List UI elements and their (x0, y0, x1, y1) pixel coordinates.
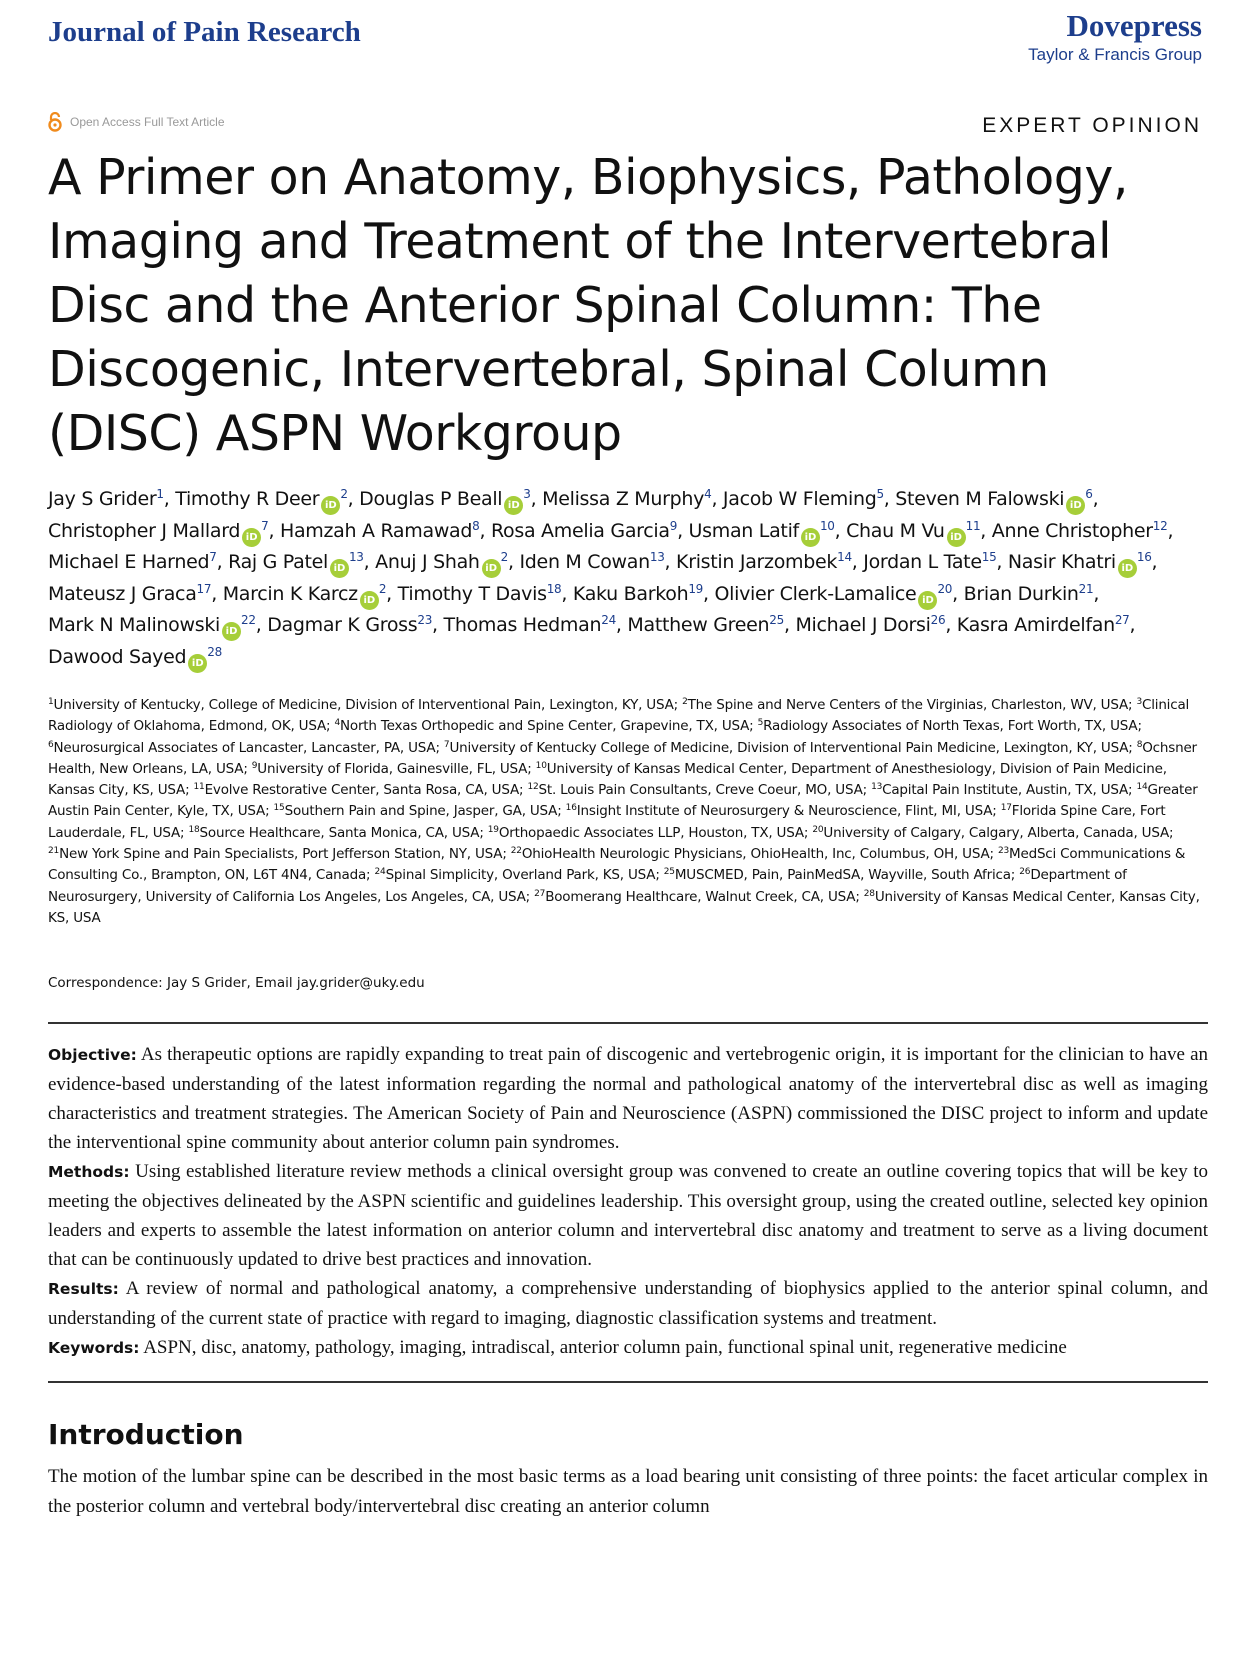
author-affiliation-number: 10 (819, 518, 835, 533)
author (267, 614, 432, 636)
abstract-label: Methods: (48, 1163, 130, 1181)
abstract-text: Using established literature review methods a clinical oversight group was convened to create an outline covering topics that will be key to meeting the objectives delineated by the ASPN scientific and guidelines leadership. This oversight group, using the created outline, selected key opinion leaders and experts to assemble the latest information on anterior column and intervertebral disc anatomy and treatment to serve as a living document that can be continuously updated to drive best practices and innovation. (48, 1161, 1209, 1270)
author-affiliation-number: 24 (601, 613, 616, 627)
affiliation-text: The Spine and Nerve Centers of the Virginias, Charleston, WV, USA (687, 697, 1129, 713)
affiliation-text: Department of Neurosurgery, University of California Los Angeles, Los Angeles, CA, USA (48, 867, 1127, 905)
orcid-icon: iD (222, 622, 241, 641)
affiliation-number: 17 (1000, 803, 1012, 814)
author-name: Timothy R Deer (175, 488, 320, 510)
orcid-icon: iD (801, 528, 820, 547)
author-affiliation-number: 5 (876, 487, 884, 501)
affiliation-number: 22 (510, 846, 522, 857)
author (519, 551, 664, 573)
author (895, 488, 1092, 510)
author-name: Mark N Malinowski (48, 614, 221, 636)
abstract-section (48, 1157, 1208, 1274)
author-name: Kristin Jarzombek (676, 551, 838, 573)
affiliation-text: New York Spine and Pain Specialists, Port Jefferson Station, NY, USA (59, 846, 503, 863)
author (795, 614, 945, 636)
author (444, 614, 616, 636)
open-access-badge (48, 112, 225, 132)
author (992, 520, 1168, 542)
author-affiliation-number: 12 (1152, 518, 1168, 533)
author (375, 551, 508, 573)
affiliation-text: University of Kansas Medical Center, Kansas City, KS, USA (48, 888, 1200, 926)
author-name: Douglas P Beall (359, 488, 503, 510)
orcid-icon: iD (360, 591, 379, 610)
affiliation-text: Capital Pain Institute, Austin, TX, USA (882, 782, 1129, 799)
publisher-logo (1028, 10, 1202, 65)
affiliation-text: Neurosurgical Associates of Lancaster, Lancaster, PA, USA (53, 739, 436, 756)
author (573, 583, 703, 605)
author-name: Michael E Harned (48, 551, 210, 573)
affiliation-number: 6 (48, 739, 54, 750)
author (689, 520, 835, 542)
author-name: Anuj J Shah (375, 551, 480, 573)
abstract-top-rule (48, 1022, 1208, 1024)
affiliation-text: Boomerang Healthcare, Walnut Creek, CA, USA (545, 888, 856, 905)
affiliation-text: MedSci Communications & Consulting Co., Brampton, ON, L6T 4N4, Canada (48, 846, 1186, 884)
author (48, 614, 256, 636)
author-affiliation-number: 15 (981, 550, 997, 564)
affiliation-text: Greater Austin Pain Center, Kyle, TX, USA (48, 782, 1198, 820)
author-name: Michael J Dorsi (795, 614, 931, 636)
correspondence: Correspondence: Jay S Grider, Email jay.grider@uky.edu (48, 975, 425, 991)
author-name: Christopher J Mallard (48, 519, 241, 542)
author-affiliation-number: 17 (196, 581, 212, 596)
author-affiliation-number: 2 (378, 581, 387, 596)
author-affiliation-number: 11 (965, 518, 981, 533)
abstract-label: Results: (48, 1280, 119, 1298)
author-name: Kaku Barkoh (572, 582, 689, 605)
author (280, 520, 480, 542)
affiliation-number: 20 (812, 824, 824, 835)
author-name: Jordan L Tate (863, 551, 982, 573)
affiliation-number: 11 (193, 782, 205, 793)
affiliation-number: 28 (863, 888, 875, 899)
author-name: Chau M Vu (846, 519, 945, 542)
author-affiliation-number: 3 (523, 487, 531, 501)
affiliation-text: Orthopaedic Associates LLP, Houston, TX, USA (498, 824, 804, 841)
article-type: EXPERT OPINION (982, 114, 1202, 137)
affiliation-text: MUSCMED, Pain, PainMedSA, Wayville, South Africa (674, 867, 1011, 884)
affiliation-text: University of Kansas Medical Center, Department of Anesthesiology, Division of Pain Medicine, Kansas City, KS, USA (48, 760, 1167, 799)
author-affiliation-number: 27 (1114, 613, 1130, 627)
author (723, 488, 884, 510)
author-affiliation-number: 2 (340, 487, 348, 501)
affiliation-number: 5 (757, 718, 764, 729)
abstract-section (48, 1040, 1208, 1157)
author (627, 614, 784, 636)
affiliation-text: Clinical Radiology of Oklahoma, Edmond, OK, USA (48, 697, 1190, 735)
author-name: Timothy T Davis (397, 582, 547, 605)
affiliation-text: University of Florida, Gainesville, FL, USA (257, 760, 528, 777)
author-affiliation-number: 2 (500, 550, 508, 564)
affiliation-text: Insight Institute of Neurosurgery & Neuroscience, Flint, MI, USA (576, 803, 993, 820)
affiliation-number: 24 (374, 867, 386, 878)
affiliation-number: 27 (534, 888, 546, 899)
abstract-section (48, 1274, 1208, 1333)
affiliation-text: Evolve Restorative Center, Santa Rosa, CA, USA (204, 782, 519, 799)
author-affiliation-number: 28 (207, 644, 222, 659)
orcid-icon: iD (482, 559, 501, 578)
publisher-name: Dovepress (1066, 8, 1202, 43)
author-affiliation-number: 23 (417, 613, 433, 627)
author (228, 551, 364, 573)
author-name: Nasir Khatri (1007, 551, 1116, 573)
author-affiliation-number: 16 (1136, 550, 1152, 564)
orcid-icon: iD (504, 496, 523, 515)
author (48, 520, 268, 542)
author (48, 646, 222, 668)
affiliation-number: 10 (535, 760, 547, 771)
author-name: Dagmar K Gross (267, 614, 418, 636)
author-name: Dawood Sayed (48, 645, 187, 668)
abstract-label: Keywords: (48, 1339, 140, 1357)
author-affiliation-number: 13 (649, 550, 665, 564)
affiliation-text: Ochsner Health, New Orleans, LA, USA (48, 739, 1197, 777)
affiliation-number: 13 (871, 782, 883, 793)
open-access-lock-icon (48, 112, 62, 132)
author-name: Melissa Z Murphy (542, 488, 705, 510)
author (359, 488, 530, 510)
author-name: Usman Latif (688, 519, 799, 542)
affiliation-number: 19 (487, 824, 499, 835)
orcid-icon: iD (1118, 559, 1137, 578)
abstract-text: ASPN, disc, anatomy, pathology, imaging, intradiscal, anterior column pain, functional spinal unit, regenerative medicine (143, 1337, 1067, 1358)
author-affiliation-number: 6 (1085, 487, 1093, 501)
affiliation-text: Radiology Associates of North Texas, Fort Worth, TX, USA (763, 718, 1138, 735)
author (1008, 551, 1152, 573)
author-affiliation-number: 21 (1078, 581, 1094, 596)
author-affiliation-number: 18 (546, 581, 562, 596)
author (48, 583, 211, 605)
author-affiliation-number: 9 (669, 518, 678, 533)
author-name: Rosa Amelia Garcia (491, 519, 670, 542)
author (863, 551, 996, 573)
author-name: Jay S Grider (48, 488, 157, 510)
open-access-label: Open Access Full Text Article (70, 115, 225, 129)
author-affiliation-number: 25 (769, 613, 784, 627)
abstract (48, 1040, 1208, 1363)
author-name: Anne Christopher (991, 519, 1153, 542)
author (846, 520, 980, 542)
author-affiliation-number: 14 (837, 550, 852, 564)
affiliation-text: University of Kentucky College of Medicine, Division of Interventional Pain Medicine, Lexington, KY, USA (449, 739, 1129, 756)
abstract-text: A review of normal and pathological anatomy, a comprehensive understanding of biophysics applied to the anterior spinal column, and understanding of the current state of practice with regard to imaging, diagnostic classification systems and treatment. (48, 1278, 1209, 1329)
author (223, 583, 386, 605)
affiliation-text: Spinal Simplicity, Overland Park, KS, USA (385, 867, 656, 884)
author-name: Matthew Green (627, 614, 770, 636)
author (957, 614, 1130, 636)
publisher-group: Taylor & Francis Group (1028, 44, 1202, 64)
author-name: Marcin K Karcz (222, 582, 358, 605)
author-name: Raj G Patel (228, 551, 328, 573)
author-name: Hamzah A Ramawad (279, 519, 473, 542)
affiliation-number: 25 (663, 867, 675, 878)
article-title: A Primer on Anatomy, Biophysics, Pathology, Imaging and Treatment of the Intervertebral Disc and the Anterior Spinal Column: The Discogenic, Intervertebral, Spinal Column (DISC) ASPN Workgroup (48, 149, 1128, 462)
affiliation-number: 14 (1136, 782, 1148, 793)
affiliation-number: 12 (527, 782, 539, 793)
author-list: Jay S Grider$^1$, Timothy R Deer $iD^2$, Douglas P Beall $iD^3$, Melissa Z Murphy$^4$, Jacob W Fleming$^5$, Steven M Falowski $iD^6$, Christopher J Mallard $iD^7$, Hamzah A Ramawad$^8$, Rosa Amelia Garcia$^9$, Usman Latif $iD^{10}$, Chau M Vu $iD^{11}$, Anne Christopher$^{12}$, Michael E Harned$^7$, Raj G Patel $iD^{13}$, Anuj J Shah $iD^2$, Iden M Cowan$^{13}$, Kristin Jarzombek$^{14}$, Jordan L Tate$^{15}$, Nasir Khatri $iD^{16}$, Mateusz J Graca$^{17}$, Marcin K Karcz $iD^2$, Timothy T Davis$^{18}$, Kaku Barkoh$^{19}$, Olivier Clerk-Lamalice $iD^{20}$, Brian Durkin$^{21}$, Mark N Malinowski $iD^{22}$, Dagmar K Gross$^{23}$, Thomas Hedman$^{24}$, Matthew Green$^{25}$, Michael J Dorsi$^{26}$, Kasra Amirdelfan$^{27}$, Dawood Sayed $iD^{28}$ (48, 484, 1218, 673)
affiliation-number: 4 (334, 718, 340, 729)
author-name: Mateusz J Graca (48, 582, 197, 605)
affiliation-number: 2 (682, 697, 688, 707)
author (676, 551, 852, 573)
affiliation-text: St. Louis Pain Consultants, Creve Coeur, MO, USA (538, 782, 863, 799)
orcid-icon: iD (330, 559, 349, 578)
author-affiliation-number: 22 (241, 613, 256, 627)
section-heading-introduction: Introduction (48, 1418, 244, 1451)
author-affiliation-number: 7 (261, 518, 269, 533)
author-name: Olivier Clerk-Lamalice (714, 582, 917, 605)
orcid-icon: iD (947, 528, 966, 547)
author-affiliation-number: 7 (209, 550, 217, 564)
affiliation-text: University of Kentucky, College of Medicine, Division of Interventional Pain, Lexington, KY, USA (53, 697, 674, 713)
orcid-icon: iD (321, 496, 340, 515)
author-affiliation-number: 4 (704, 487, 712, 501)
affiliation-number: 26 (1019, 867, 1031, 878)
author-affiliation-number: 19 (688, 581, 703, 596)
affiliation-number: 3 (1136, 697, 1142, 707)
affiliation-number: 23 (997, 846, 1010, 857)
affiliation-text: Florida Spine Care, Fort Lauderdale, FL, USA (48, 803, 1166, 841)
abstract-bottom-rule (48, 1381, 1208, 1383)
affiliation-number: 1 (48, 697, 54, 707)
abstract-label: Objective: (48, 1046, 137, 1064)
affiliation-number: 8 (1136, 739, 1143, 750)
author (175, 488, 347, 510)
affiliation-number: 16 (565, 803, 577, 814)
author-affiliation-number: 26 (930, 613, 946, 627)
abstract-text: As therapeutic options are rapidly expanding to treat pain of discogenic and vertebrogenic origin, it is important for the clinician to have an evidence-based understanding of the latest information regarding the normal and pathological anatomy of the intervertebral disc as well as imaging characteristics and treatment strategies. The American Society of Pain and Neuroscience (ASPN) commissioned the DISC project to inform and update the interventional spine community about anterior column pain syndromes. (48, 1044, 1208, 1153)
author-affiliation-number: 20 (937, 581, 953, 596)
author-affiliation-number: 8 (472, 518, 480, 533)
affiliation-number: 18 (188, 824, 200, 835)
affiliation-text: Southern Pain and Spine, Jasper, GA, USA (284, 803, 558, 820)
orcid-icon: iD (1066, 496, 1085, 515)
author-affiliation-number: 1 (156, 487, 164, 501)
author (714, 583, 952, 605)
journal-name: Journal of Pain Research (48, 16, 361, 48)
author-name: Kasra Amirdelfan (956, 614, 1115, 636)
affiliation-number: 9 (251, 760, 258, 771)
author-name: Brian Durkin (963, 582, 1079, 605)
affiliation-list: $^1$University of Kentucky, College of Medicine, Division of Interventional Pain, Lexington, KY, USA; $^2$The Spine and Nerve Centers of the Virginias, Charleston, WV, USA; $^3$Clinical Radiology of Oklahoma, Edmond, OK, USA; $^4$North Texas Orthopedic and Spine Center, Grapevine, TX, USA; $^5$Radiology Associates of North Texas, Fort Worth, TX, USA; $^6$Neurosurgical Associates of Lancaster, Lancaster, PA, USA; $^7$University of Kentucky College of Medicine, Division of Interventional Pain Medicine, Lexington, KY, USA; $^8$Ochsner Health, New Orleans, LA, USA; $^9$University of Florida, Gainesville, FL, USA; $^{10}$University of Kansas Medical Center, Department of Anesthesiology, Division of Pain Medicine, Kansas City, KS, USA; $^{11}$Evolve Restorative Center, Santa Rosa, CA, USA; $^{12}$St. Louis Pain Consultants, Creve Coeur, MO, USA; $^{13}$Capital Pain Institute, Austin, TX, USA; $^{14}$Greater Austin Pain Center, Kyle, TX, USA; $^{15}$Southern Pain and Spine, Jasper, GA, USA; $^{16}$Insight Institute of Neurosurgery & Neuroscience, Flint, MI, USA; $^{17}$Florida Spine Care, Fort Lauderdale, FL, USA; $^{18}$Source Healthcare, Santa Monica, CA, USA; $^{19}$Orthopaedic Associates LLP, Houston, TX, USA; $^{20}$University of Calgary, Calgary, Alberta, Canada, USA; $^{21}$New York Spine and Pain Specialists, Port Jefferson Station, NY, USA; $^{22}$OhioHealth Neurologic Physicians, OhioHealth, Inc, Columbus, OH, USA; $^{23}$MedSci Communications & Consulting Co., Brampton, ON, L6T 4N4, Canada; $^{24}$Spinal Simplicity, Overland Park, KS, USA; $^{25}$MUSCMED, Pain, PainMedSA, Wayville, South Africa; $^{26}$Department of Neurosurgery, University of California Los Angeles, Los Angeles, CA, USA; $^{27}$Boomerang Healthcare, Walnut Creek, CA, USA; $^{28}$University of Kansas Medical Center, Kansas City, KS, USA (48, 697, 1200, 926)
author (542, 488, 711, 510)
orcid-icon: iD (242, 528, 261, 547)
author (48, 488, 164, 510)
affiliation-number: 21 (48, 846, 60, 857)
affiliation-number: 15 (273, 803, 285, 814)
author-name: Iden M Cowan (519, 551, 650, 573)
affiliation-text: Source Healthcare, Santa Monica, CA, USA (199, 824, 480, 841)
affiliation-number: 7 (443, 739, 450, 750)
author (491, 520, 677, 542)
affiliation-text: North Texas Orthopedic and Spine Center, Grapevine, TX, USA (340, 718, 750, 735)
author (964, 583, 1094, 605)
author-name: Thomas Hedman (443, 614, 602, 636)
abstract-section (48, 1333, 1208, 1363)
author-affiliation-number: 13 (348, 550, 364, 564)
author-name: Jacob W Fleming (722, 488, 877, 510)
affiliation-text: University of Calgary, Calgary, Alberta, Canada, USA (823, 824, 1169, 841)
affiliation-text: OhioHealth Neurologic Physicians, OhioHealth, Inc, Columbus, OH, USA (521, 846, 990, 863)
orcid-icon: iD (918, 591, 937, 610)
introduction-text: The motion of the lumbar spine can be described in the most basic terms as a load bearing unit consisting of three points: the facet articular complex in the posterior column and vertebral body/intervertebral disc creating an anterior column (48, 1466, 1208, 1517)
author (48, 551, 217, 573)
orcid-icon: iD (188, 654, 207, 673)
author-name: Steven M Falowski (895, 488, 1065, 510)
author (398, 583, 562, 605)
